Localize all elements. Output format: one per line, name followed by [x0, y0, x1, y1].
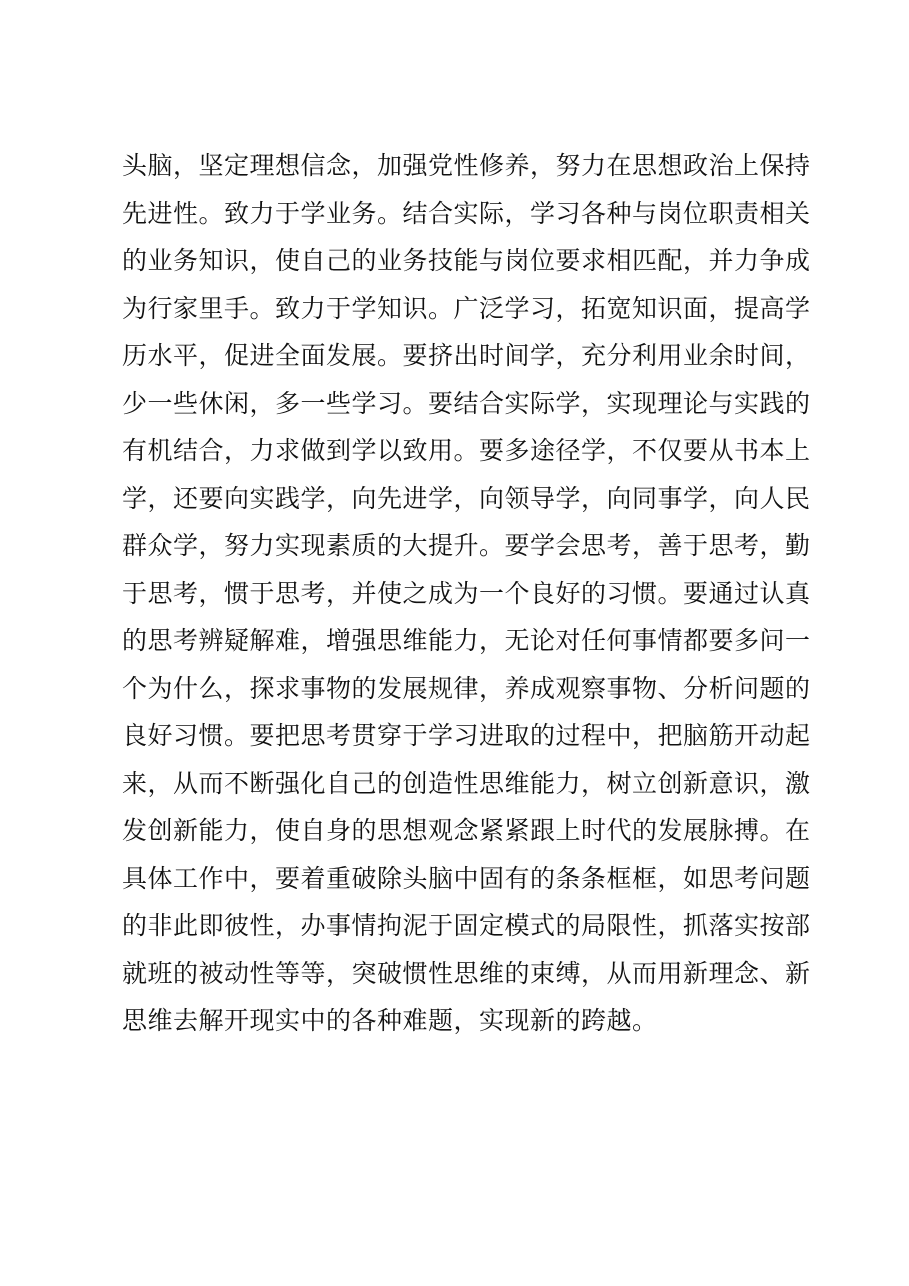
text-line: 思维去解开现实中的各种难题，实现新的跨越。 — [122, 1006, 658, 1035]
text-line: 良好习惯。要把思考贯穿于学习进取的过程中，把脑筋开动起 — [122, 721, 811, 750]
body-paragraph — [122, 142, 811, 1045]
text-line: 于思考，惯于思考，并使之成为一个良好的习惯。要通过认真 — [122, 578, 811, 608]
text-line: 个为什么，探求事物的发展规律，养成观察事物、分析问题的 — [122, 673, 811, 703]
text-line: 历水平，促进全面发展。要挤出时间学，充分利用业余时间， — [122, 341, 811, 370]
text-line: 来，从而不断强化自己的创造性思维能力，树立创新意识，激 — [122, 768, 811, 798]
text-line: 学，还要向实践学，向先进学，向领导学，向同事学，向人民 — [122, 483, 811, 513]
text-line: 先进性。致力于学业务。结合实际，学习各种与岗位职责相关 — [122, 198, 811, 228]
text-line: 发创新能力，使自身的思想观念紧紧跟上时代的发展脉搏。在 — [122, 816, 811, 845]
text-line: 头脑，坚定理想信念，加强党性修养，努力在思想政治上保持 — [122, 151, 811, 180]
text-line: 的非此即彼性，办事情拘泥于固定模式的局限性，抓落实按部 — [122, 911, 811, 940]
text-line: 少一些休闲，多一些学习。要结合实际学，实现理论与实践的 — [122, 388, 811, 418]
text-line: 的思考辨疑解难，增强思维能力，无论对任何事情都要多问一 — [122, 626, 811, 655]
text-line: 具体工作中，要着重破除头脑中固有的条条框框，如思考问题 — [122, 863, 811, 893]
text-line: 群众学，努力实现素质的大提升。要学会思考，善于思考，勤 — [122, 531, 811, 560]
text-line: 的业务知识，使自己的业务技能与岗位要求相匹配，并力争成 — [122, 246, 811, 275]
text-line: 有机结合，力求做到学以致用。要多途径学，不仅要从书本上 — [122, 436, 811, 465]
text-line: 为行家里手。致力于学知识。广泛学习，拓宽知识面，提高学 — [122, 293, 811, 323]
text-line: 就班的被动性等等，突破惯性思维的束缚，从而用新理念、新 — [122, 958, 811, 988]
